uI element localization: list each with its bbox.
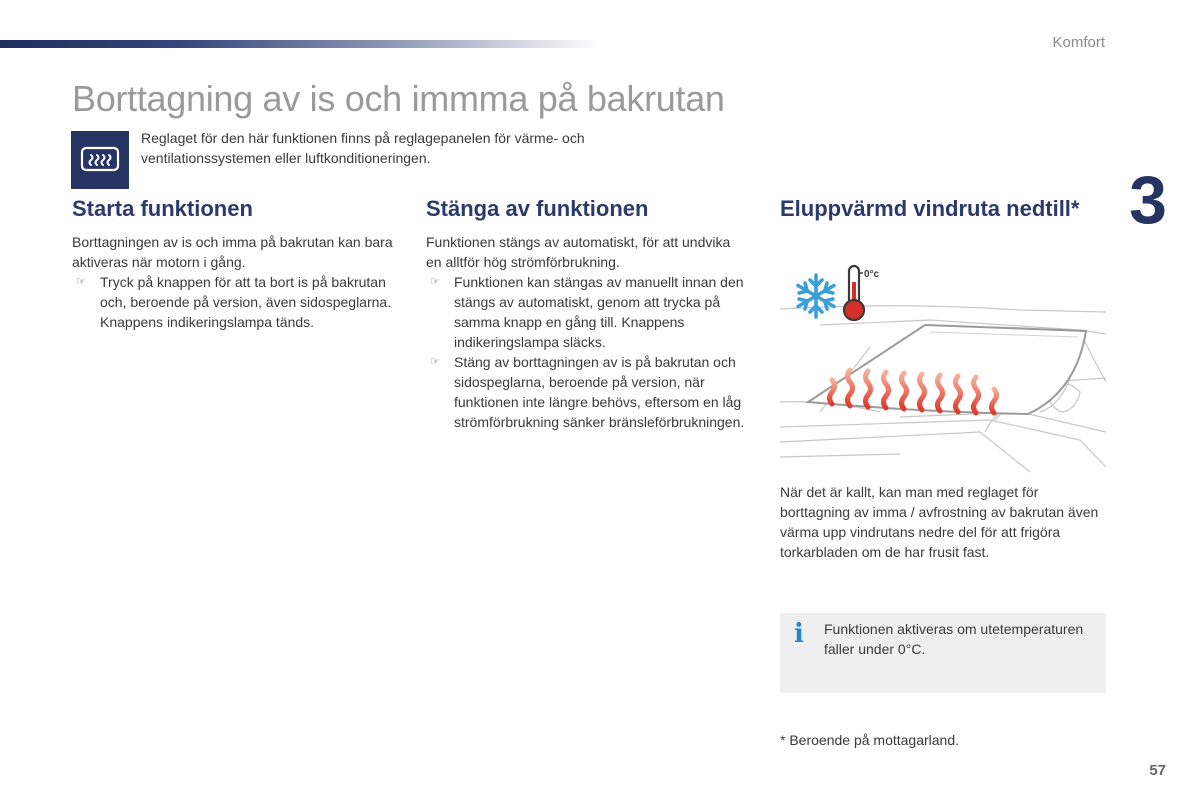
section-heading: Starta funktionen <box>72 196 253 221</box>
section-paragraph: När det är kallt, kan man med reglaget för borttagning av imma / avfrostning av bakrutan även värma upp vindrutans nedre del för att frigöra torkarbladen om de har frusit fast. <box>780 484 1099 560</box>
bullet-text: Funktionen kan stängas av manuellt innan den stängs av automatiskt, genom att trycka på samma knapp en gång till. Knappens indikeringslampa släcks. <box>454 274 744 350</box>
thermometer-icon <box>844 266 864 320</box>
bullet-item <box>426 272 746 352</box>
page-number: 57 <box>1149 762 1166 779</box>
bullet-item <box>426 352 746 432</box>
section-start-function <box>72 196 402 332</box>
section-heading: Stänga av funktionen <box>426 196 649 221</box>
hand-pointer-icon: ☞ <box>430 356 440 368</box>
section-heated-windscreen <box>780 196 1106 232</box>
info-icon: i <box>794 619 804 649</box>
hand-pointer-icon: ☞ <box>430 276 440 288</box>
rear-defrost-icon <box>71 131 129 189</box>
section-paragraph: Borttagningen av is och imma på bakrutan kan bara aktiveras när motorn i gång. <box>72 234 393 270</box>
footnote: * Beroende på mottagarland. <box>780 732 960 748</box>
temperature-label: 0°c <box>864 269 880 280</box>
hand-pointer-icon: ☞ <box>76 276 86 288</box>
info-text: Funktionen aktiveras om utetemperaturen faller under 0°C. <box>824 621 1084 657</box>
bullet-text: Tryck på knappen för att ta bort is på bakrutan och, beroende på version, även sidospeglarna. Knappens indikeringslampa tänds. <box>100 274 392 330</box>
page-title: Borttagning av is och immma på bakrutan <box>72 78 725 119</box>
heated-windscreen-illustration <box>780 262 1106 474</box>
bullet-item <box>72 272 402 332</box>
info-box <box>780 613 1106 693</box>
intro-text: Reglaget för den här funktionen finns på reglagepanelen för värme- och ventilationssystemen eller luftkonditioneringen. <box>141 130 585 166</box>
chapter-number: 3 <box>1129 162 1167 238</box>
header-accent-bar <box>0 40 600 48</box>
section-name: Komfort <box>1052 34 1105 51</box>
bullet-text: Stäng av borttagningen av is på bakrutan och sidospeglarna, beroende på version, när funktionen inte längre behövs, eftersom en låg strömförbrukning sänker bränsleförbrukningen. <box>454 354 745 430</box>
section-stop-function <box>426 196 746 432</box>
snowflake-icon <box>798 275 834 317</box>
section-paragraph: Funktionen stängs av automatiskt, för att undvika en alltför hög strömförbrukning. <box>426 234 731 270</box>
section-heading: Eluppvärmd vindruta nedtill* <box>780 196 1080 221</box>
